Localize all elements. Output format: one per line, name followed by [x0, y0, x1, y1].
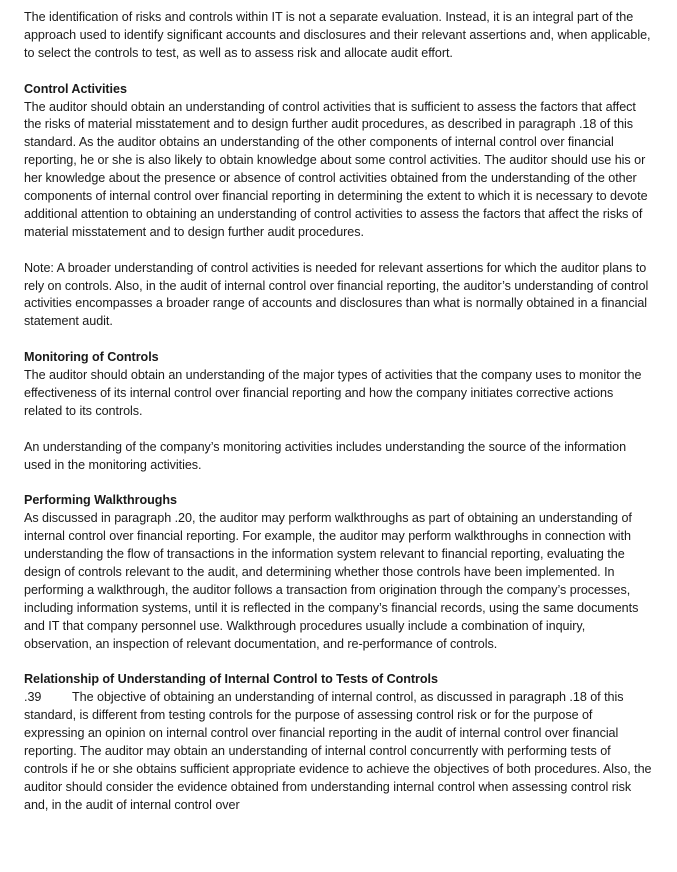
spacer: [24, 654, 654, 672]
monitoring-paragraph-2: An understanding of the company’s monitoring activities includes understanding the source of the information used in the monitoring activities.: [24, 439, 627, 472]
walkthroughs-paragraph: As discussed in paragraph .20, the auditor may perform walkthroughs as part of obtaining an understanding of internal control over financial reporting. For example, the auditor may perform walkthroughs in connection with understanding the flow of transactions in the information system relevant to financial reporting, evaluating the design of controls relevant to the audit, and determining whether those controls have been implemented. In performing a walkthrough, the auditor follows a transaction from origination through the company’s processes, including information systems, until it is reflected in the company’s financial records, using the same documents and IT that company personnel use. Walkthrough procedures usually include a combination of inquiry, observation, an inspection of relevant documentation, and re-performance of controls.: [24, 511, 639, 651]
heading-control-activities: Control Activities: [24, 81, 127, 96]
spacer: [24, 421, 654, 439]
spacer: [24, 331, 654, 349]
control-activities-note: Note: A broader understanding of control activities is needed for relevant assertions for which the auditor plans to rely on controls. Also, in the audit of internal control over financial reporting, the auditor’s understanding of control activities encompasses a broader range of accounts and disclosures than what is normally obtained in a financial statement audit.: [24, 260, 649, 329]
intro-paragraph: The identification of risks and controls within IT is not a separate evaluation. Instead, it is an integral part of the approach used to identify significant accounts and disclosures and their relevant assertions and, when applicable, to select the controls to test, as well as to assess risk and allocate audit effort.: [24, 10, 651, 60]
relationship-paragraph-text: The objective of obtaining an understanding of internal control, as discussed in paragraph .18 of this standard, is different from testing controls for the purpose of assessing control risk or for the purpose of expressing an opinion on internal control over financial reporting in the audit of internal control over financial reporting. The auditor may obtain an understanding of internal control concurrently with performing tests of controls if he or she obtains sufficient appropriate evidence to achieve the objectives of both procedures. Also, the auditor should consider the evidence obtained from understanding internal control when assessing control risk and, in the audit of internal control over: [24, 690, 652, 812]
spacer: [24, 242, 654, 260]
heading-performing-walkthroughs: Performing Walkthroughs: [24, 493, 178, 508]
relationship-paragraph: [24, 689, 654, 814]
control-activities-paragraph: The auditor should obtain an understanding of control activities that is sufficient to assess the factors that affect the risks of material misstatement and to design further audit procedures, as described in paragraph .18 of this standard. As the auditor obtains an understanding of the other components of internal control over financial reporting, he or she is also likely to obtain knowledge about some control activities. The auditor should use his or her knowledge about the presence or absence of control activities obtained from the understanding of the other components of internal control over financial reporting in determining the extent to which it is necessary to devote additional attention to obtaining an understanding of control activities to assess the factors that affect the risks of material misstatement and to design further audit procedures.: [24, 99, 648, 239]
document-page: [24, 9, 654, 815]
heading-relationship-to-tests-of-controls: Relationship of Understanding of Internal Control to Tests of Controls: [24, 672, 438, 687]
spacer: [24, 63, 654, 81]
spacer: [24, 475, 654, 493]
heading-monitoring-of-controls: Monitoring of Controls: [24, 350, 159, 365]
monitoring-paragraph: The auditor should obtain an understanding of the major types of activities that the company uses to monitor the effectiveness of its internal control over financial reporting and how the company initiates corrective actions related to its controls.: [24, 368, 642, 418]
paragraph-number: .39: [24, 690, 42, 705]
